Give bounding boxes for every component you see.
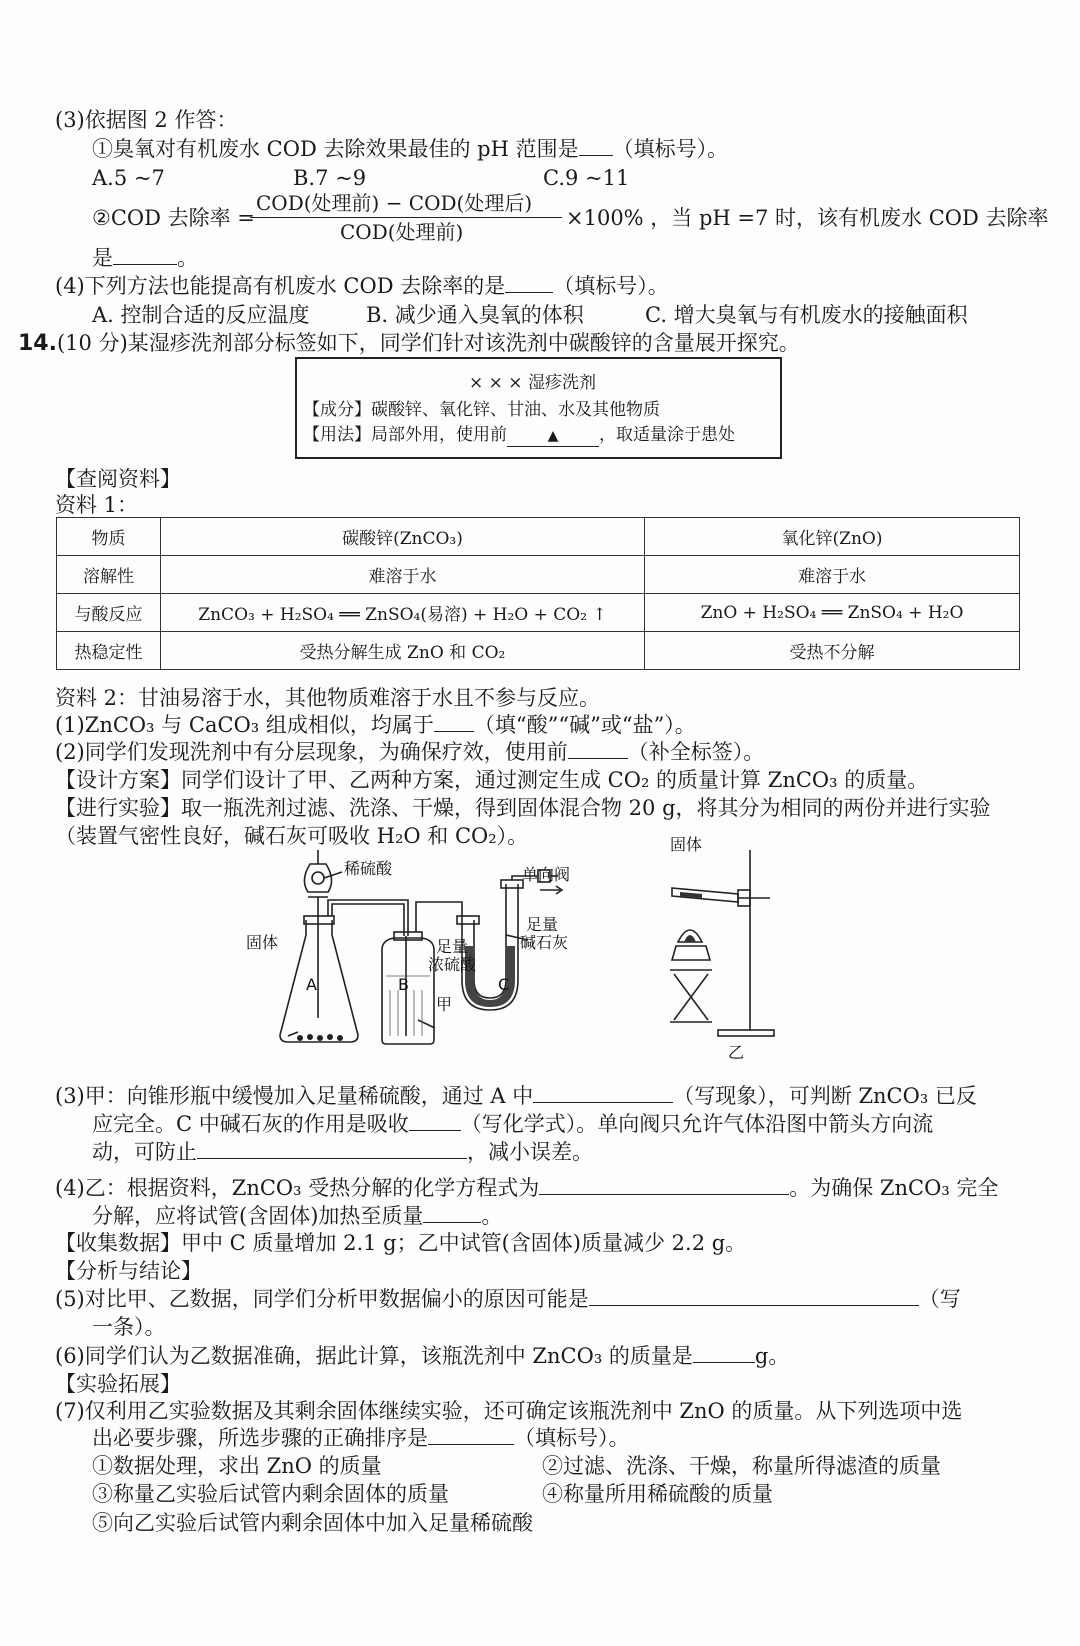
step-2: ②过滤、洗涤、干燥，称量所得滤渣的质量 [542, 1454, 941, 1478]
answer-blank[interactable] [505, 274, 553, 293]
q14-2 [55, 739, 764, 765]
q4-option-b: B. 减少通入臭氧的体积 [366, 303, 584, 327]
table-row [57, 632, 1020, 670]
q14-1 [55, 712, 696, 738]
answer-blank[interactable] [409, 1112, 461, 1131]
flame-fill [684, 935, 696, 942]
step-5: ⑤向乙实验后试管内剩余固体中加入足量稀硫酸 [92, 1511, 533, 1535]
q14-3-line2 [92, 1111, 933, 1137]
funnel-stopcock [312, 872, 324, 884]
q3-option-b: B.7 ~9 [293, 166, 367, 190]
table-cell: ZnCO₃ + H₂SO₄ ══ ZnSO₄(易溶) + H₂O + CO₂ ↑ [161, 594, 645, 632]
q14-3-tail2: （写化学式）。单向阀只允许气体沿图中箭头方向流 [460, 1112, 934, 1136]
answer-blank[interactable] [533, 1084, 673, 1103]
q14-7-tail: （填标号）。 [514, 1426, 630, 1450]
q4-tail: （填标号）。 [553, 274, 669, 298]
product-label [295, 357, 782, 459]
q14-6-text: (6)同学们认为乙数据准确，据此计算，该瓶洗剂中 ZnCO₃ 的质量是 [55, 1344, 693, 1368]
answer-blank[interactable] [579, 137, 613, 156]
formula-numerator: COD(处理前) − COD(处理后) [256, 191, 533, 215]
label-title: × × × 湿疹洗剂 [469, 373, 596, 393]
label-conc-acid-2: 浓硫酸 [428, 955, 477, 974]
table-header-cell: 氧化锌(ZnO) [645, 518, 1020, 556]
analysis-heading: 【分析与结论】 [55, 1259, 202, 1283]
q14-5-line2: 一条）。 [92, 1315, 166, 1339]
table-cell: 难溶于水 [161, 556, 645, 594]
table-cell: 难溶于水 [645, 556, 1020, 594]
q14-3-line3 [92, 1139, 593, 1165]
label-solid-b: 固体 [670, 835, 703, 854]
reference-table [56, 517, 1020, 670]
q14-4-tail: 。为确保 ZnCO₃ 完全 [789, 1176, 999, 1200]
label-usage-text: 【用法】局部外用，使用前 [303, 425, 507, 445]
q14-4-text2: 分解，应将试管(含固体)加热至质量 [92, 1204, 424, 1228]
label-dilute-acid: 稀硫酸 [344, 859, 393, 878]
table-header-cell: 物质 [57, 518, 161, 556]
label-leader [418, 1020, 435, 1028]
table-header-cell: 碳酸锌(ZnCO₃) [161, 518, 645, 556]
q14-4-tail2: 。 [481, 1204, 503, 1228]
u-tube-stopper-left [457, 916, 479, 924]
q14-6-tail: g。 [754, 1344, 790, 1368]
q3-intro: (3)依据图 2 作答： [55, 108, 238, 132]
q14-5-tail: （写 [918, 1287, 961, 1311]
q4-option-a: A. 控制合适的反应温度 [92, 303, 310, 327]
answer-blank[interactable] [428, 1426, 514, 1445]
q4-option-c: C. 增大臭氧与有机废水的接触面积 [645, 303, 968, 327]
q3-sub2-end: 。 [177, 246, 198, 270]
flask-stopper [304, 916, 334, 924]
q14-line [18, 330, 800, 357]
label-soda-lime-1: 足量 [526, 915, 559, 934]
q3-sub2-line2 [92, 245, 198, 271]
q14-3-text3: 动，可防止 [92, 1140, 197, 1164]
answer-blank[interactable] [539, 1176, 789, 1195]
q14-4-text: (4)乙：根据资料，ZnCO₃ 受热分解的化学方程式为 [55, 1176, 540, 1200]
triangle-icon: ▲ [547, 428, 559, 444]
lift-stand-scissor [674, 974, 708, 1020]
q14-1-text: (1)ZnCO₃ 与 CaCO₃ 组成相似，均属于 [55, 713, 434, 737]
answer-blank[interactable] [423, 1204, 481, 1223]
answer-blank[interactable] [568, 740, 628, 759]
alcohol-lamp [672, 946, 710, 960]
label-conc-acid-1: 足量 [436, 937, 469, 956]
table-cell: ZnO + H₂SO₄ ══ ZnSO₄ + H₂O [645, 594, 1020, 632]
q14-4-line1 [55, 1175, 998, 1201]
table-cell: 与酸反应 [57, 594, 161, 632]
label-c: C [498, 975, 510, 994]
label-usage-blank[interactable] [507, 425, 599, 447]
table-row [57, 556, 1020, 594]
q14-3-text: (3)甲：向锥形瓶中缓慢加入足量稀硫酸，通过 A 中 [55, 1084, 534, 1108]
u-tube-stopper-right [501, 880, 523, 888]
label-one-way-valve: 单向阀 [522, 865, 571, 884]
q14-3-tail3: ，减小误差。 [467, 1140, 593, 1164]
q14-1-tail: （填“酸”“碱”或“盐”）。 [473, 713, 696, 737]
q14-7-text: 出必要步骤，所选步骤的正确排序是 [92, 1426, 428, 1450]
q14-stem: (10 分)某湿疹洗剂部分标签如下，同学们针对该洗剂中碳酸锌的含量展开探究。 [56, 331, 800, 355]
answer-blank[interactable] [693, 1344, 755, 1363]
answer-blank[interactable] [589, 1287, 919, 1306]
q3-sub1-text: ①臭氧对有机废水 COD 去除效果最佳的 pH 范围是 [92, 137, 579, 161]
q14-5-text: (5)对比甲、乙数据，同学们分析甲数据偏小的原因可能是 [55, 1287, 589, 1311]
q3-formula-tail: ×100% ，当 pH =7 时，该有机废水 COD 去除率 [566, 206, 1049, 230]
experiment-line1: 【进行实验】取一瓶洗剂过滤、洗涤、干燥，得到固体混合物 20 g，将其分为相同的两份并进行实验 [55, 796, 991, 820]
apparatus-figure [240, 835, 820, 1068]
q4-text: (4)下列方法也能提高有机废水 COD 去除率的是 [55, 274, 506, 298]
label-leader [288, 1032, 298, 1036]
separatory-funnel [304, 864, 331, 892]
label-usage [303, 425, 735, 447]
q3-sub2-shi: 是 [92, 246, 113, 270]
label-solid: 固体 [246, 933, 279, 952]
label-a: A [306, 975, 317, 994]
label-leader [324, 872, 342, 878]
q14-number: 14. [18, 331, 57, 356]
q14-6 [55, 1343, 789, 1369]
q14-7-line1: (7)仅利用乙实验数据及其剩余固体继续实验，还可确定该瓶洗剂中 ZnO 的质量。从下列选项中选 [55, 1399, 963, 1423]
q14-2-text: (2)同学们发现洗剂中有分层现象，为确保疗效，使用前 [55, 740, 568, 764]
label-b: B [398, 975, 409, 994]
q14-5-line1 [55, 1286, 961, 1312]
table-row [57, 518, 1020, 556]
q3-sub1-tail: （填标号）。 [612, 137, 729, 161]
table-cell: 受热不分解 [645, 632, 1020, 670]
answer-blank[interactable] [197, 1140, 467, 1159]
iron-stand-base [718, 1030, 774, 1036]
design-plan: 【设计方案】同学们设计了甲、乙两种方案，通过测定生成 CO₂ 的质量计算 ZnCO₃ 的质量。 [55, 768, 929, 792]
step-1: ①数据处理，求出 ZnO 的质量 [92, 1454, 382, 1478]
label-soda-lime-2: 碱石灰 [520, 933, 569, 952]
tube-a-to-b [328, 900, 408, 936]
table-cell: 热稳定性 [57, 632, 161, 670]
fraction-bar [250, 217, 562, 218]
caption-jia: 甲 [436, 995, 453, 1014]
q14-4-line2 [92, 1203, 502, 1229]
q14-7-line2 [92, 1425, 630, 1451]
extend-heading: 【实验拓展】 [55, 1372, 181, 1396]
q14-3-line1 [55, 1083, 977, 1109]
label-usage-tail: ，取适量涂于患处 [599, 425, 735, 445]
answer-blank[interactable] [434, 713, 474, 732]
q3-option-a: A.5 ~7 [92, 166, 165, 190]
table-row [57, 594, 1020, 632]
research-heading: 【查阅资料】 [55, 467, 181, 491]
solid-particles [297, 1034, 343, 1041]
table-cell: 受热分解生成 ZnO 和 CO₂ [161, 632, 645, 670]
q4-stem [55, 273, 669, 299]
experiment-line2: （装置气密性良好，碱石灰可吸收 H₂O 和 CO₂）。 [55, 824, 529, 848]
step-3: ③称量乙实验后试管内剩余固体的质量 [92, 1482, 449, 1506]
q14-2-tail: （补全标签）。 [627, 740, 765, 764]
label-ingredients: 【成分】碳酸锌、氧化锌、甘油、水及其他物质 [303, 400, 660, 420]
conical-flask-a [280, 920, 358, 1042]
caption-yi: 乙 [728, 1043, 745, 1062]
ref1-label: 资料 1： [55, 493, 139, 517]
answer-blank[interactable] [113, 246, 177, 265]
tube-b-to-c [416, 902, 462, 932]
q3-sub1 [92, 136, 728, 162]
collect-data: 【收集数据】甲中 C 质量增加 2.1 g；乙中试管(含固体)质量减少 2.2 g。 [55, 1231, 747, 1255]
formula-denominator: COD(处理前) [340, 220, 464, 244]
step-4: ④称量所用稀硫酸的质量 [542, 1482, 773, 1506]
q3-option-c: C.9 ~11 [543, 166, 630, 190]
table-cell: 溶解性 [57, 556, 161, 594]
q14-3-text2: 应完全。C 中碱石灰的作用是吸收 [92, 1112, 409, 1136]
q14-3-tail: （写现象），可判断 ZnCO₃ 已反 [673, 1084, 977, 1108]
ref2: 资料 2：甘油易溶于水，其他物质难溶于水且不参与反应。 [55, 686, 601, 710]
q3-formula-lead: ②COD 去除率 = [92, 206, 255, 230]
